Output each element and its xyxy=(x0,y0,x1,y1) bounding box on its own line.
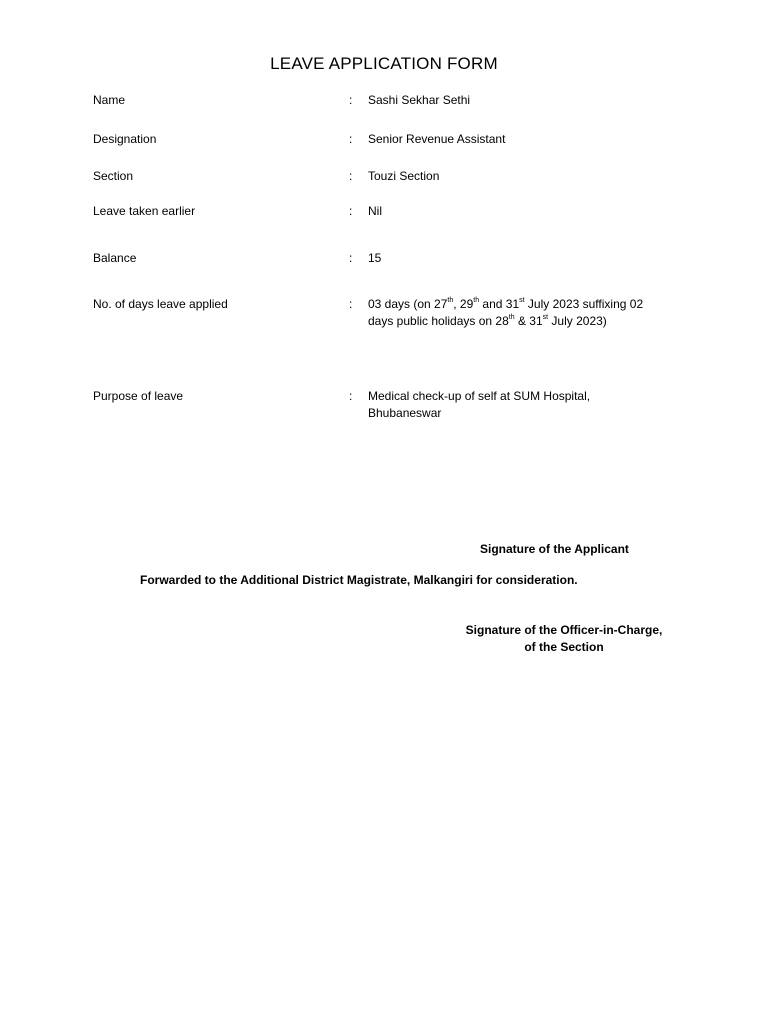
field-separator: : xyxy=(349,169,353,183)
field-label-purpose: Purpose of leave xyxy=(93,389,184,403)
field-value-name: Sashi Sekhar Sethi xyxy=(368,93,471,107)
field-separator: : xyxy=(349,251,353,265)
field-label-section: Section xyxy=(93,169,134,183)
field-value-purpose: Medical check-up of self at SUM Hospital, Bhubaneswar xyxy=(368,389,591,420)
form-title: LEAVE APPLICATION FORM xyxy=(270,54,498,73)
field-separator: : xyxy=(349,93,353,107)
field-value-designation: Senior Revenue Assistant xyxy=(368,132,506,146)
signature-applicant-label: Signature of the Applicant xyxy=(480,542,629,556)
signature-officer-line1: Signature of the Officer-in-Charge, xyxy=(465,623,663,637)
field-label-name: Name xyxy=(93,93,126,107)
field-value-section: Touzi Section xyxy=(368,169,440,183)
field-separator: : xyxy=(349,297,353,311)
forwarded-note: Forwarded to the Additional District Magistrate, Malkangiri for consideration. xyxy=(140,573,578,587)
field-label-days-applied: No. of days leave applied xyxy=(93,297,228,311)
field-label-leave-taken: Leave taken earlier xyxy=(93,204,196,218)
signature-officer-block xyxy=(456,622,672,656)
field-separator: : xyxy=(349,389,353,403)
field-separator: : xyxy=(349,204,353,218)
field-value-leave-taken: Nil xyxy=(368,204,382,218)
signature-officer-line2: of the Section xyxy=(524,640,604,654)
field-value-balance: 15 xyxy=(368,251,382,265)
field-separator: : xyxy=(349,132,353,146)
field-label-designation: Designation xyxy=(93,132,157,146)
field-label-balance: Balance xyxy=(93,251,137,265)
field-value-days-applied: 03 days (on 27th, 29th and 31st July 2023 suffixing 02 days public holidays on 28th & 31st July 2023) xyxy=(368,297,644,328)
